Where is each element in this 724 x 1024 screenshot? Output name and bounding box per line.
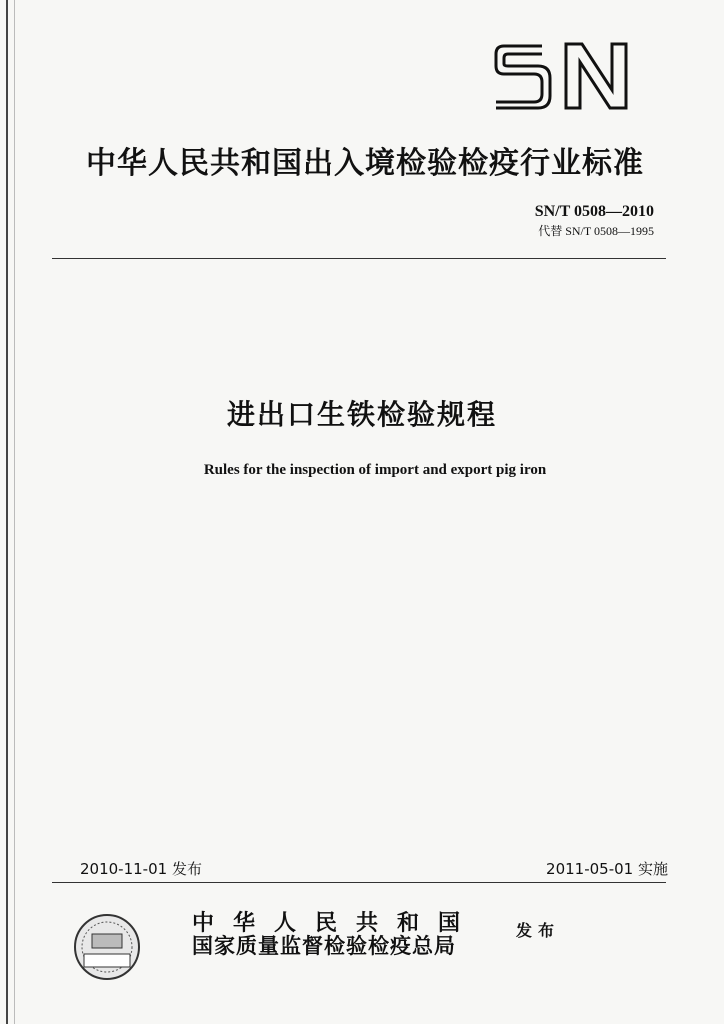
standard-number: SN/T 0508—2010	[534, 203, 654, 220]
issue-label: 发布	[516, 921, 561, 940]
binding-edge	[6, 0, 8, 1024]
header-divider	[52, 258, 666, 259]
document-title-chinese: 进出口生铁检验规程	[226, 398, 497, 431]
agency-title: 中华人民共和国出入境检验检疫行业标准	[86, 146, 644, 181]
footer-divider	[52, 882, 666, 883]
document-title-english: Rules for the inspection of import and export pig iron	[203, 462, 547, 478]
anti-counterfeit-seal-icon	[72, 912, 142, 982]
sn-logo-icon	[490, 36, 634, 110]
implementation-date: 2011-05-01 实施	[546, 860, 668, 878]
issuer-country: 中华人民共和国	[192, 910, 480, 936]
replaced-standard: 代替 SN/T 0508—1995	[538, 224, 654, 238]
binding-edge-inner	[14, 0, 15, 1024]
issuer-agency: 国家质量监督检验检疫总局	[192, 933, 456, 958]
publish-date: 2010-11-01 发布	[80, 860, 202, 878]
